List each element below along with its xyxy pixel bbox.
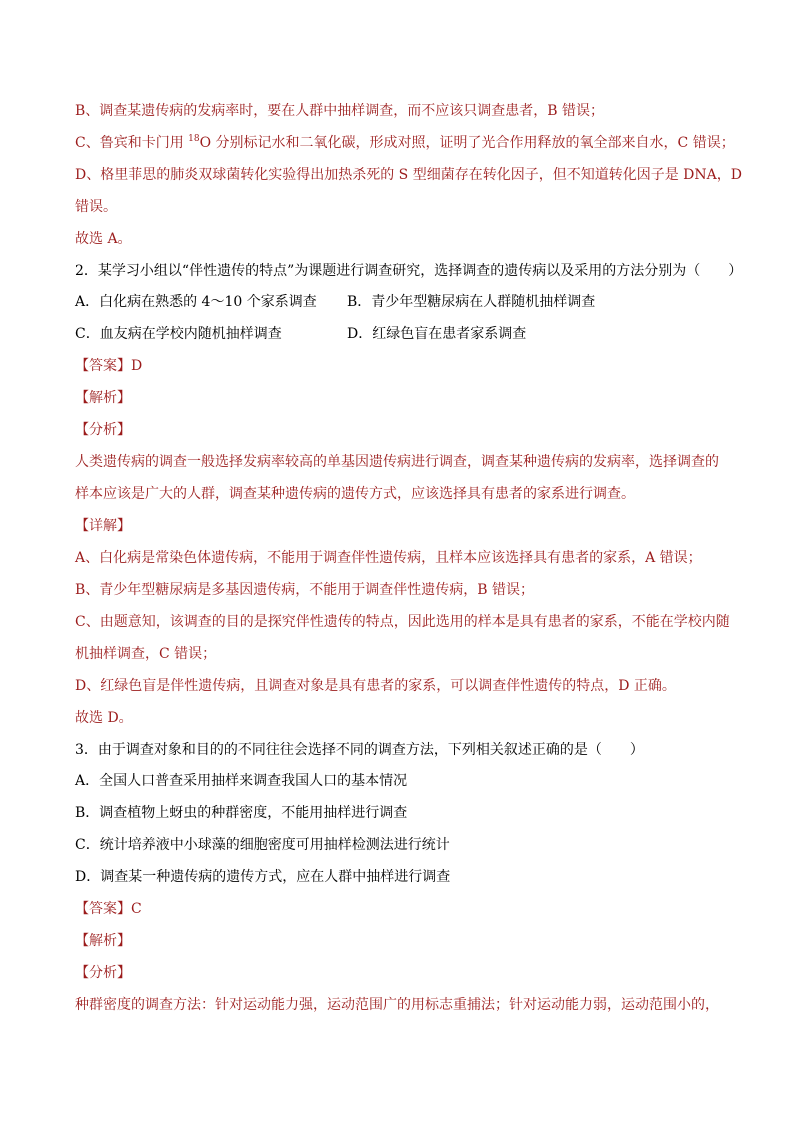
q3-stem: 3．由于调查对象和目的的不同往往会选择不同的调查方法，下列相关叙述正确的是（ ） xyxy=(75,742,644,758)
q2-fenxi-line1: 人类遗传病的调查一般选择发病率较高的单基因遗传病进行调查，调查某种遗传病的发病率，选择调查的 xyxy=(75,454,719,470)
q2-option-d: D．红绿色盲在患者家系调查 xyxy=(347,326,527,342)
q2-detail-b: B、青少年型糖尿病是多基因遗传病，不能用于调查伴性遗传病，B 错误； xyxy=(75,582,535,598)
q1-detail-c-pre: C、鲁宾和卡门用 xyxy=(75,135,189,151)
q3-option-b: B．调查植物上蚜虫的种群密度，不能用抽样进行调查 xyxy=(75,805,408,821)
q3-answer: 【答案】C xyxy=(75,901,142,917)
q2-detail-c-line2: 机抽样调查，C 错误； xyxy=(75,646,217,662)
q1-detail-c-post: O 分别标记水和二氧化碳，形成对照，证明了光合作用释放的氧全部来自水，C 错误； xyxy=(199,135,735,151)
q1-detail-d-line2: 错误。 xyxy=(75,199,117,215)
q3-fenxi-heading: 【分析】 xyxy=(75,965,131,981)
q1-conclusion: 故选 A。 xyxy=(75,231,132,247)
q2-detail-a: A、白化病是常染色体遗传病，不能用于调查伴性遗传病，且样本应该选择具有患者的家系，A 错误； xyxy=(75,550,702,566)
q2-fenxi-line2: 样本应该是广大的人群，调查某种遗传病的遗传方式，应该选择具有患者的家系进行调查。 xyxy=(75,486,635,502)
q1-detail-b: B、调查某遗传病的发病率时，要在人群中抽样调查，而不应该只调查患者，B 错误； xyxy=(75,103,605,119)
q2-option-c: C．血友病在学校内随机抽样调查 xyxy=(75,326,282,342)
q2-options-row2 xyxy=(75,324,527,344)
q2-xiangjie-heading: 【详解】 xyxy=(75,518,131,534)
q2-answer: 【答案】D xyxy=(75,358,143,374)
q3-option-d: D．调查某一种遗传病的遗传方式，应在人群中抽样进行调查 xyxy=(75,869,451,885)
q2-options-row1 xyxy=(75,292,596,312)
q2-detail-d: D、红绿色盲是伴性遗传病，且调查对象是具有患者的家系，可以调查伴性遗传的特点，D 正确。 xyxy=(75,678,676,694)
q1-detail-c xyxy=(75,133,735,153)
q2-detail-c-line1: C、由题意知，该调查的目的是探究伴性遗传的特点，因此选用的样本是具有患者的家系，不能在学校内随 xyxy=(75,614,730,630)
q2-option-b: B．青少年型糖尿病在人群随机抽样调查 xyxy=(347,294,596,310)
q2-jiexi-heading: 【解析】 xyxy=(75,390,131,406)
q2-fenxi-heading: 【分析】 xyxy=(75,422,131,438)
q2-conclusion: 故选 D。 xyxy=(75,710,133,726)
q3-option-c: C．统计培养液中小球藻的细胞密度可用抽样检测法进行统计 xyxy=(75,837,450,853)
q3-jiexi-heading: 【解析】 xyxy=(75,933,131,949)
isotope-superscript: 18 xyxy=(188,134,200,144)
q2-stem: 2．某学习小组以“伴性遗传的特点”为课题进行调查研究，选择调查的遗传病以及采用的方法分别为（ ） xyxy=(75,263,743,279)
q2-option-a: A．白化病在熟悉的 4～10 个家系调查 xyxy=(75,294,317,310)
q1-detail-d-line1: D、格里菲思的肺炎双球菌转化实验得出加热杀死的 S 型细菌存在转化因子，但不知道转化因子是 DNA，D xyxy=(75,167,742,183)
q3-option-a: A．全国人口普查采用抽样来调查我国人口的基本情况 xyxy=(75,773,408,789)
q3-fenxi-line1: 种群密度的调查方法：针对运动能力强，运动范围广的用标志重捕法；针对运动能力弱，运动范围小的， xyxy=(75,997,719,1013)
